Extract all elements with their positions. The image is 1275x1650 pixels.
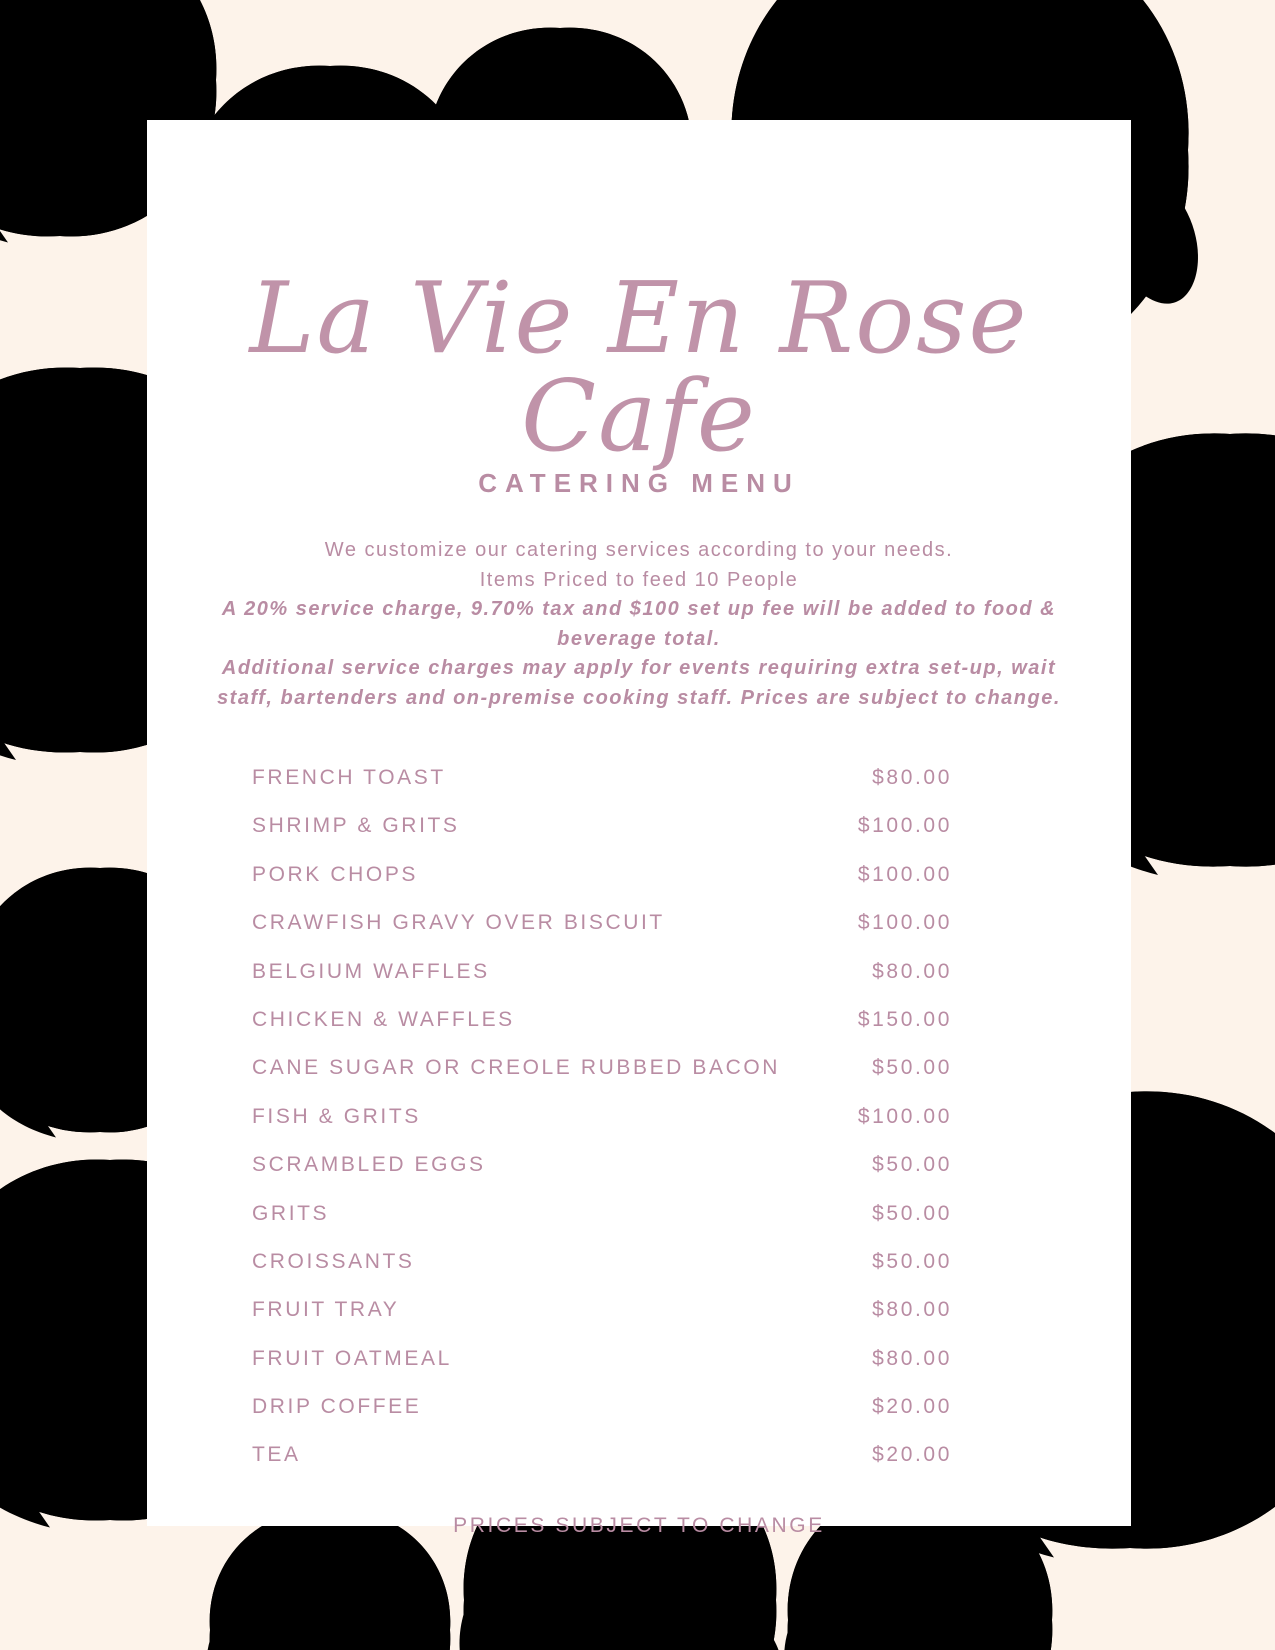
menu-item xyxy=(252,1008,952,1056)
menu-item-price: $100.00 xyxy=(857,814,952,838)
menu-item-price: $20.00 xyxy=(872,1395,952,1419)
menu-card xyxy=(147,120,1131,1537)
menu-item xyxy=(252,1153,952,1201)
menu-item-name: CROISSANTS xyxy=(252,1249,415,1273)
menu-item xyxy=(252,1347,952,1395)
menu-item-name: FISH & GRITS xyxy=(252,1104,421,1128)
menu-item-name: PORK CHOPS xyxy=(252,862,419,886)
menu-subtitle: CATERING MENU xyxy=(478,468,800,498)
menu-item-price: $50.00 xyxy=(872,1201,952,1225)
intro-additional-charges: Additional service charges may apply for events requiring extra set-up, wait staff, bartenders and on-premise cooking staff. Prices are subject to change. xyxy=(217,657,1061,709)
menu-item-price: $50.00 xyxy=(872,1153,952,1177)
menu-item-name: CANE SUGAR OR CREOLE RUBBED BACON xyxy=(252,1056,781,1080)
menu-item-name: SHRIMP & GRITS xyxy=(252,814,460,838)
menu-item-price: $50.00 xyxy=(872,1249,952,1273)
menu-item xyxy=(252,1298,952,1346)
intro-line-customize: We customize our catering services according to your needs. xyxy=(324,539,954,561)
menu-item xyxy=(252,766,952,814)
footer-note: PRICES SUBJECT TO CHANGE xyxy=(453,1514,825,1537)
menu-item xyxy=(252,1105,952,1153)
menu-list xyxy=(252,766,952,1492)
intro-text xyxy=(217,536,1061,713)
menu-item-name: FRUIT TRAY xyxy=(252,1298,400,1322)
menu-item-name: FRENCH TOAST xyxy=(252,766,446,789)
menu-item-name: CRAWFISH GRAVY OVER BISCUIT xyxy=(252,911,665,935)
menu-item xyxy=(252,1202,952,1250)
menu-item xyxy=(252,1056,952,1104)
menu-item xyxy=(252,1395,952,1443)
menu-item-price: $100.00 xyxy=(857,911,952,935)
menu-item xyxy=(252,960,952,1008)
menu-item-name: TEA xyxy=(252,1443,301,1467)
menu-item-price: $80.00 xyxy=(872,959,952,983)
menu-item-price: $100.00 xyxy=(857,1104,952,1128)
menu-item-price: $150.00 xyxy=(857,1007,952,1031)
menu-item xyxy=(252,863,952,911)
menu-item-name: FRUIT OATMEAL xyxy=(252,1346,452,1370)
menu-item-price: $80.00 xyxy=(872,766,952,789)
menu-item-name: BELGIUM WAFFLES xyxy=(252,959,490,983)
menu-item-price: $100.00 xyxy=(857,862,952,886)
menu-item xyxy=(252,911,952,959)
cafe-title: La Vie En Rose Cafe xyxy=(249,262,1029,474)
menu-item xyxy=(252,1443,952,1491)
menu-item-price: $80.00 xyxy=(872,1298,952,1322)
menu-item-price: $20.00 xyxy=(872,1443,952,1467)
menu-item-price: $80.00 xyxy=(872,1346,952,1370)
menu-item-name: SCRAMBLED EGGS xyxy=(252,1153,486,1177)
menu-item xyxy=(252,1250,952,1298)
menu-item-name: DRIP COFFEE xyxy=(252,1395,422,1419)
intro-service-charges: A 20% service charge, 9.70% tax and $100 set up fee will be added to food & beverage total. xyxy=(221,598,1057,650)
menu-item-name: GRITS xyxy=(252,1201,330,1225)
menu-item-name: CHICKEN & WAFFLES xyxy=(252,1007,515,1031)
menu-item xyxy=(252,814,952,862)
menu-item-price: $50.00 xyxy=(872,1056,952,1080)
intro-line-serving-size: Items Priced to feed 10 People xyxy=(479,568,799,591)
